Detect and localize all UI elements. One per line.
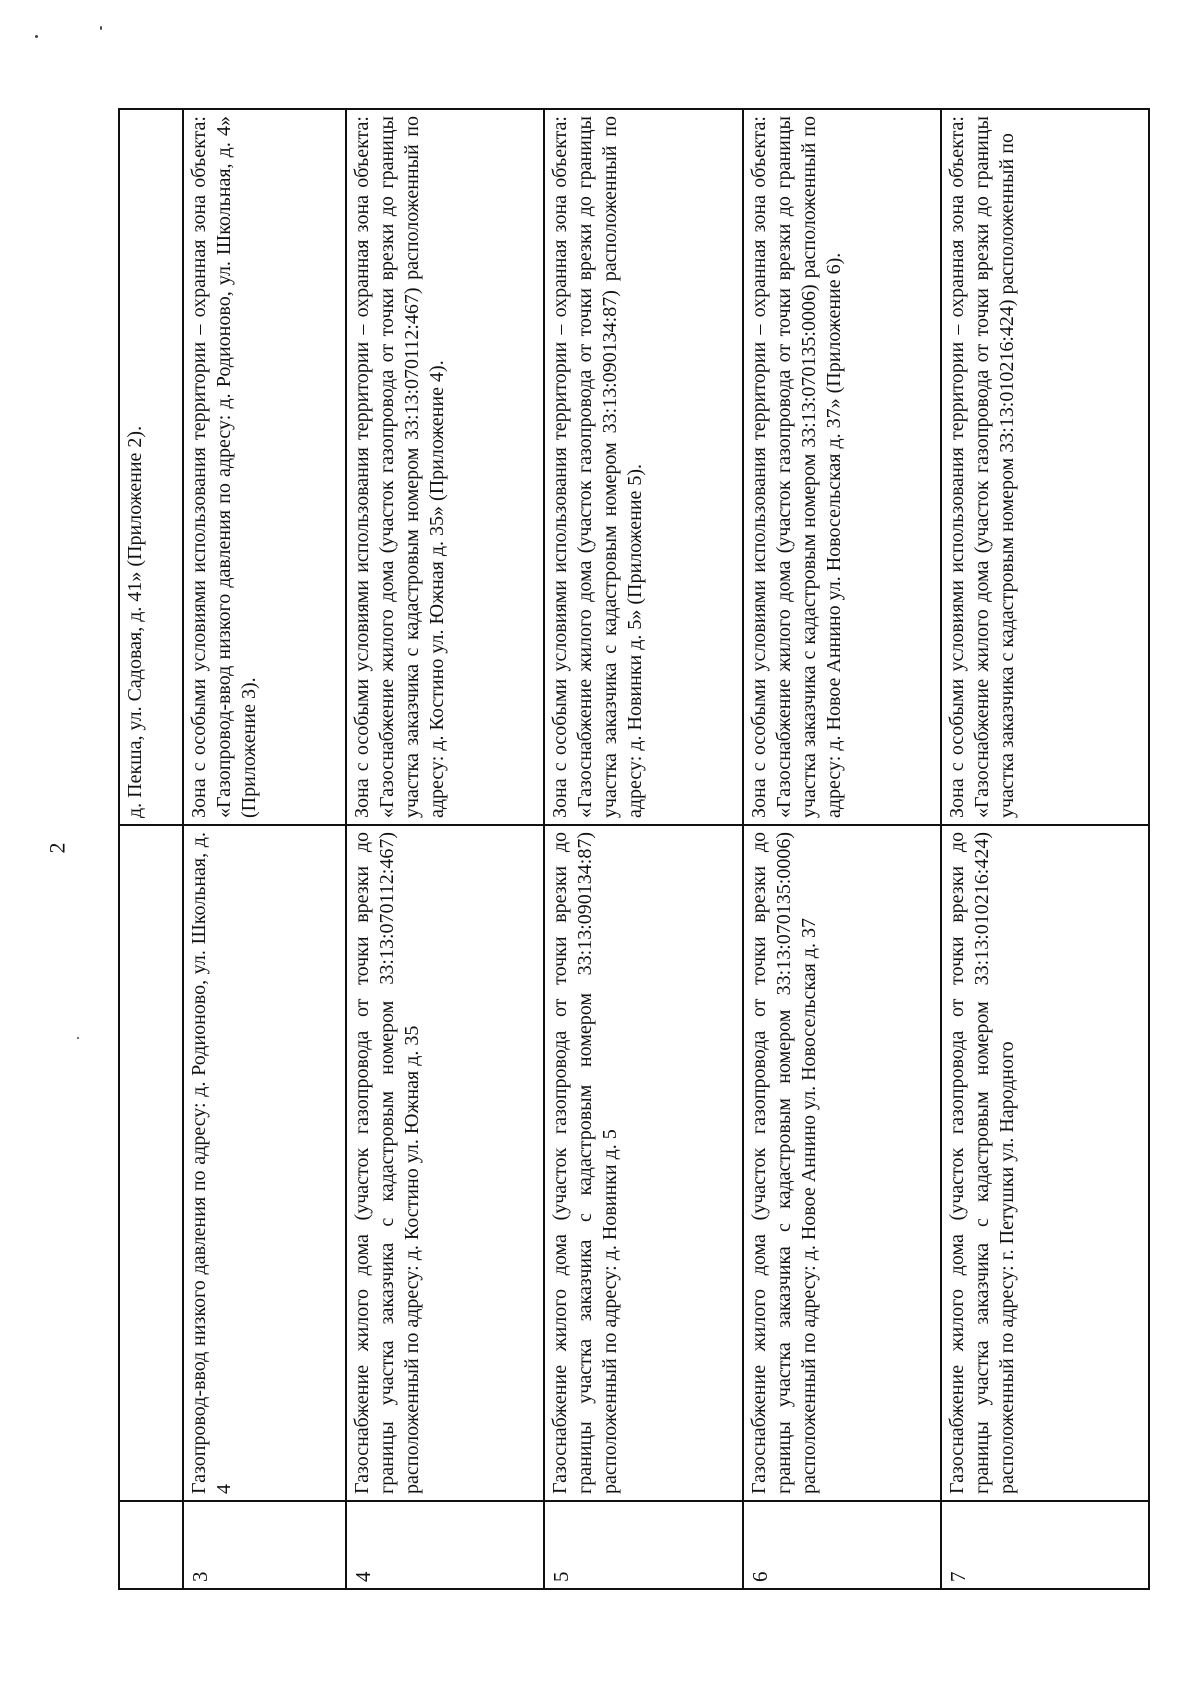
page-number: 2 [44,842,70,854]
row-number: 3 [183,1501,346,1589]
rotated-table-container [118,110,1150,1590]
zone-description: Зона с особыми условиями использования территории – охранная зона объекта: «Газопровод-ввод низкого давления по адресу: д. Родионово, ул. Школьная, д. 4» (Приложение 3). [183,109,346,825]
object-description [119,825,183,1501]
zones-table [118,108,1150,1590]
zone-description: Зона с особыми условиями использования территории – охранная зона объекта: «Газоснабжение жилого дома (участок газопровода от точки врезки до границы участка заказчика с кадастровым номером 33:13:010216:424) расположенный по [941,109,1149,825]
row-number: 5 [544,1501,742,1589]
object-description: Газоснабжение жилого дома (участок газопровода от точки врезки до границы участка заказчика с кадастровым номером 33:13:070112:467) расположенный по адресу: д. Костино ул. Южная д. 35 [346,825,544,1501]
row-number: 7 [941,1501,1149,1589]
scan-speck [100,26,102,30]
scan-speck [35,35,38,38]
table-row [183,109,346,1589]
object-description: Газоснабжение жилого дома (участок газопровода от точки врезки до границы участка заказчика с кадастровым номером 33:13:090134:87) расположенный по адресу: д. Новинки д. 5 [544,825,742,1501]
object-description: Газоснабжение жилого дома (участок газопровода от точки врезки до границы участка заказчика с кадастровым номером 33:13:010216:424) расположенный по адресу: г. Петушки ул. Народного [941,825,1149,1501]
row-number [119,1501,183,1589]
table-row [743,109,941,1589]
object-description: Газопровод-ввод низкого давления по адресу: д. Родионово, ул. Школьная, д. 4 [183,825,346,1501]
object-description: Газоснабжение жилого дома (участок газопровода от точки врезки до границы участка заказчика с кадастровым номером 33:13:070135:0006) расположенный по адресу: д. Новое Аннино ул. Новосельская д. 37 [743,825,941,1501]
scan-speck [77,1037,79,1039]
table-row [346,109,544,1589]
table-row [544,109,742,1589]
row-number: 4 [346,1501,544,1589]
table-row [941,109,1149,1589]
table-row-continuation [119,109,183,1589]
zone-description: Зона с особыми условиями использования территории – охранная зона объекта: «Газоснабжение жилого дома (участок газопровода от точки врезки до границы участка заказчика с кадастровым номером 33:13:070135:0006) расположенный по адресу: д. Новое Аннино ул. Новосельская д. 37» (Приложение 6). [743,109,941,825]
zone-description: Зона с особыми условиями использования территории – охранная зона объекта: «Газоснабжение жилого дома (участок газопровода от точки врезки до границы участка заказчика с кадастровым номером 33:13:090134:87) расположенный по адресу: д. Новинки д. 5» (Приложение 5). [544,109,742,825]
zone-description: д. Пекша, ул. Садовая, д. 41» (Приложение 2). [119,109,183,825]
row-number: 6 [743,1501,941,1589]
zone-description: Зона с особыми условиями использования территории – охранная зона объекта: «Газоснабжение жилого дома (участок газопровода от точки врезки до границы участка заказчика с кадастровым номером 33:13:070112:467) расположенный по адресу: д. Костино ул. Южная д. 35» (Приложение 4). [346,109,544,825]
